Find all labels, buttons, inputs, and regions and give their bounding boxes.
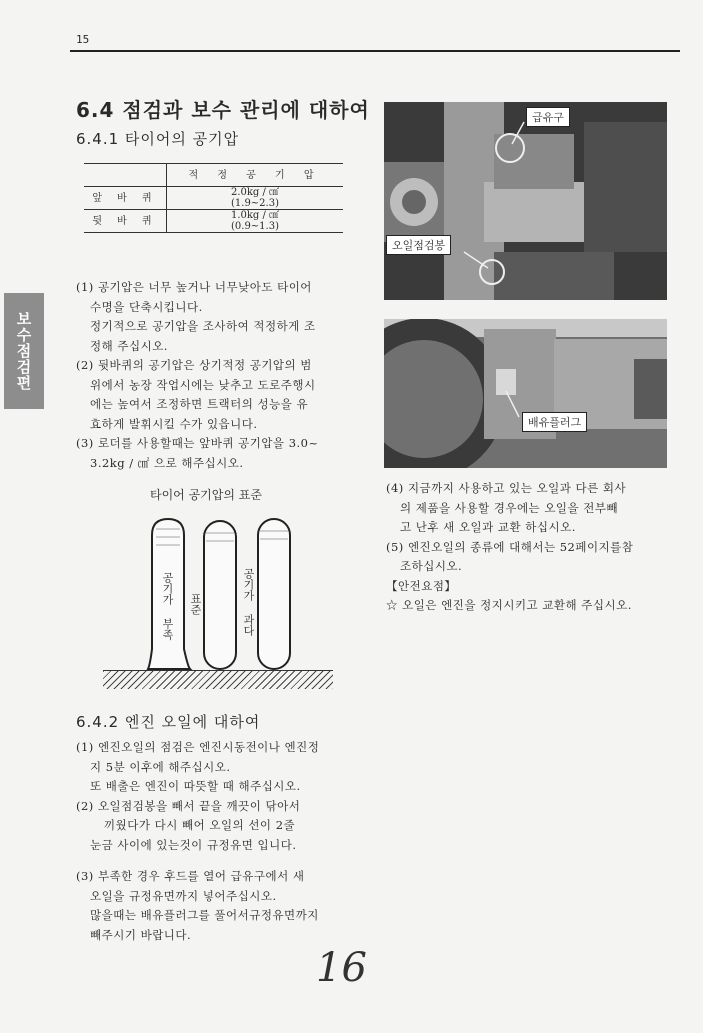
- drain-plug-photo: [384, 319, 667, 468]
- row-label-front: 앞 바 퀴: [84, 187, 167, 210]
- engine-oil-line: 지 5분 이후에 해주십시오.: [90, 759, 231, 774]
- diagram-title: 타이어 공기압의 표준: [150, 488, 262, 502]
- tire-para-line: 위에서 농장 작업시에는 낮추고 도로주행시: [90, 377, 316, 392]
- photo-label-drain-plug: 배유플러그: [522, 412, 587, 432]
- table-corner: [84, 164, 167, 187]
- engine-photo-art: [384, 102, 667, 300]
- section-title: 6.4 점검과 보수 관리에 대하여: [76, 98, 370, 122]
- engine-oil-line: 오일을 규정유면까지 넣어주십시오.: [90, 888, 277, 903]
- tire-para-line: 효하게 발휘시킬 수가 있읍니다.: [90, 416, 258, 431]
- oil-right-line: 조하십시오.: [400, 559, 463, 573]
- tire-para-line: (1) 공기압은 너무 높거나 너무낮아도 타이어: [76, 280, 312, 294]
- tire-para-line: 정기적으로 공기압을 조사하여 적정하게 조: [90, 319, 316, 333]
- oil-right-line: 의 제품을 사용할 경우에는 오일을 전부빼: [400, 500, 619, 515]
- tire-para-line: 수명을 단축시킵니다.: [90, 299, 203, 314]
- photo-label-dipstick: 오일점검봉: [386, 235, 451, 255]
- engine-oil-paragraphs: [76, 738, 319, 945]
- photo-label-fill-port: 급유구: [526, 107, 570, 127]
- oil-right-line: (5) 엔진오일의 종류에 대해서는 52페이지를참: [386, 539, 634, 554]
- oil-right-line: 고 난후 새 오일과 교환 하십시오.: [400, 520, 576, 534]
- side-tab: 보수점검편: [4, 293, 44, 409]
- engine-oil-subtitle: 6.4.2 엔진 오일에 대하여: [76, 713, 261, 731]
- handwritten-page-number: 16: [316, 945, 367, 991]
- engine-oil-line: 빼주시기 바랍니다.: [90, 927, 192, 942]
- tire-subtitle: 6.4.1 타이어의 공기압: [76, 130, 240, 148]
- tire-para-line: (3) 로더를 사용할때는 앞바퀴 공기압을 3.0~: [76, 436, 319, 450]
- safety-title: 【안전요점】: [386, 578, 457, 593]
- label-low: 공기가 부족: [161, 572, 174, 640]
- front-value: 2.0kg / ㎠: [230, 187, 280, 198]
- header-rule: [70, 50, 680, 52]
- engine-photo: [384, 102, 667, 300]
- page-number: 15: [76, 33, 90, 46]
- tire-para-line: 정해 주십시오.: [90, 338, 168, 353]
- engine-oil-line: 눈금 사이에 있는것이 규정유면 입니다.: [90, 837, 297, 852]
- tire-high-shape: [258, 519, 290, 669]
- tire-paragraphs: [76, 278, 319, 473]
- tire-para-line: (2) 뒷바퀴의 공기압은 상기적정 공기압의 범: [76, 358, 312, 372]
- tire-standard-shape: [204, 521, 236, 669]
- oil-right-line: (4) 지금까지 사용하고 있는 오일과 다른 회사: [386, 481, 627, 495]
- tire-para-line: 에는 높여서 조정하면 트랙터의 성능을 유: [90, 397, 309, 411]
- engine-oil-line: (1) 엔진오일의 점검은 엔진시동전이나 엔진정: [76, 740, 320, 754]
- table-header: 적 정 공 기 압: [167, 164, 344, 187]
- engine-oil-line: 또 배출은 엔진이 따뜻할 때 해주십시오.: [90, 779, 301, 793]
- tire-para-line: 3.2kg / ㎠ 으로 해주십시오.: [90, 455, 244, 470]
- drain-photo-art: [384, 319, 667, 468]
- label-high: 공기가 과다: [242, 568, 255, 636]
- oil-right-paragraphs: [386, 479, 633, 616]
- safety-text: ☆ 오일은 엔진을 정지시키고 교환해 주십시오.: [386, 598, 632, 612]
- row-label-rear: 뒷 바 퀴: [84, 210, 167, 233]
- engine-oil-line: (3) 부족한 경우 후드를 열어 급유구에서 새: [76, 869, 305, 883]
- row-value-front: [167, 187, 344, 210]
- row-value-rear: [167, 210, 344, 233]
- ground-hatch: [103, 670, 333, 689]
- front-range: (1.9~2.3): [231, 198, 279, 209]
- tire-pressure-table: [84, 163, 343, 233]
- engine-oil-line: (2) 오일점검봉을 빼서 끝을 깨끗이 닦아서: [76, 798, 301, 813]
- engine-oil-line: 끼웠다가 다시 빼어 오일의 선이 2줄: [104, 818, 296, 832]
- label-standard: 표준: [189, 593, 202, 615]
- engine-oil-line: 많을때는 배유플러그를 풀어서규정유면까지: [90, 908, 319, 922]
- rear-range: (0.9~1.3): [231, 221, 279, 232]
- rear-value: 1.0kg / ㎠: [230, 210, 280, 221]
